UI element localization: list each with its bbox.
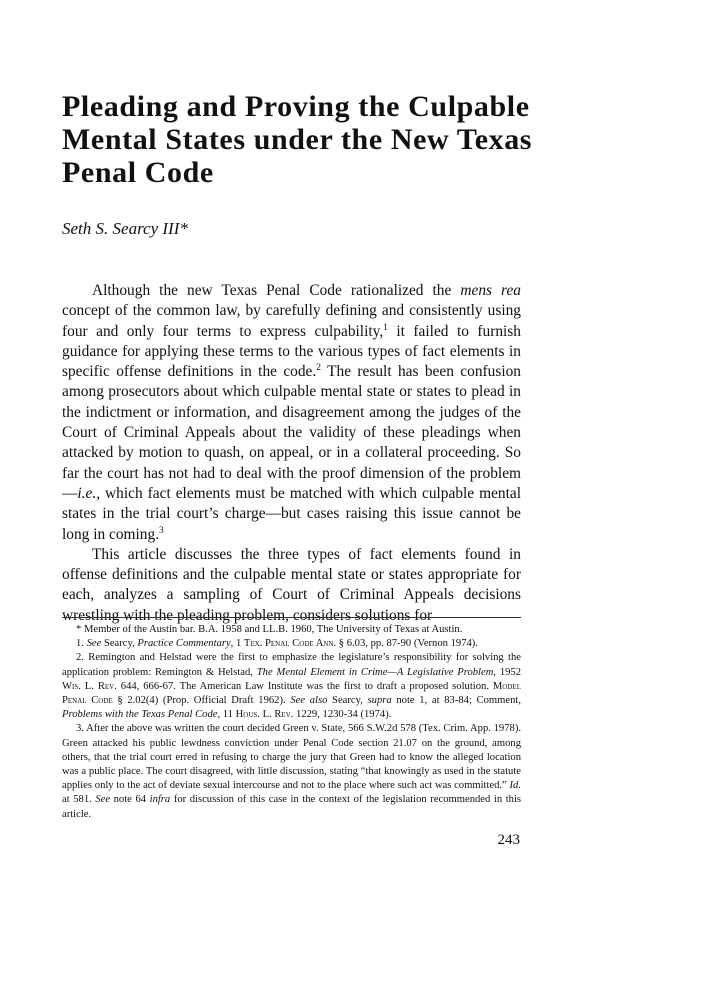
- footnote-3-text: After the above was written the court decided Green v. State, 566 S.W.2d 578 (Tex. Crim. App. 1978). Green attacked his public lewdness conviction under Penal Code section 21.07 on the ground, among others, that the trial court erred in refusing to charge the jury that Green had to know the alleged location was a public place. The court disagreed, with little discussion, stating “that knowingly as used in the statute applies only to the act of deviate sexual intercourse and not to the place where such act was committed.”: [62, 723, 521, 792]
- footnote-2-text: note 1, at 83-84; Comment,: [391, 695, 522, 707]
- p1-term-ie: i.e.: [77, 484, 97, 502]
- footnote-3-text: at 581.: [62, 794, 96, 806]
- footnote-3: [62, 722, 521, 821]
- footnote-star: * Member of the Austin bar. B.A. 1958 and LL.B. 1960, The University of Texas at Austin.: [76, 624, 463, 635]
- footnote-2-text: , 1952: [493, 666, 522, 678]
- footnote-2-source: Hous. L. Rev.: [235, 709, 294, 721]
- article-title: [62, 90, 662, 189]
- p1-term-mens-rea: mens rea: [460, 282, 521, 299]
- p1-text-3: it failed to furnish guidance for applying these terms to the various types of fact elements in specific offense definitions in the code.: [62, 322, 521, 381]
- footnote-divider: [62, 617, 521, 618]
- body-text: [62, 281, 521, 626]
- footnote-3-signal: infra: [149, 794, 171, 806]
- footnote-ref-2[interactable]: 2: [316, 362, 322, 374]
- p1-text-5: , which fact elements must be matched with which culpable mental states in the trial court’s charge—but cases raising this issue cannot be long in coming.: [62, 484, 521, 543]
- footnote-2-work: The Mental Element in Crime—A Legislative Problem: [256, 666, 494, 678]
- footnote-1: [62, 637, 521, 651]
- article-author: Seth S. Searcy III*: [62, 219, 188, 238]
- footnote-3-text: for discussion of this case in the context of the legislation recommended in this article.: [62, 794, 522, 820]
- footnote-2-source: Wis. L. Rev.: [62, 680, 117, 692]
- footnote-2-signal: See also: [290, 695, 328, 707]
- body-paragraph-1: [62, 281, 521, 545]
- title-line-1: Pleading and Proving the Culpable: [62, 90, 530, 123]
- footnote-1-signal: See: [86, 638, 102, 650]
- footnote-3-signal: See: [95, 794, 111, 806]
- footnote-2-work: Problems with the Texas Penal Code: [62, 709, 218, 721]
- footnote-1-work: Practice Commentary: [137, 638, 231, 650]
- footnote-2-text: 1229, 1230-34 (1974).: [293, 709, 392, 721]
- p1-text-2: concept of the common law, by carefully defining and consistently using four and only four terms to express culpability,: [62, 302, 521, 340]
- footnote-3-signal: Id.: [509, 780, 521, 792]
- footnote-2-text: Searcy,: [327, 695, 368, 707]
- footnotes: [62, 623, 521, 822]
- footnote-2-number: 2.: [76, 652, 89, 664]
- footnote-2-text: Remington and Helstad were the first to emphasize the legislature’s responsibility for solving the application problem: Remington & Helstad,: [62, 652, 521, 678]
- footnote-2-text: 644, 666-67. The American Law Institute was the first to draft a proposed solution.: [116, 680, 493, 692]
- footnote-2-text: , 11: [217, 709, 236, 721]
- footnote-1-number: 1.: [76, 638, 87, 650]
- footnote-ref-1[interactable]: 1: [383, 321, 388, 333]
- footnote-2-signal: supra: [367, 695, 392, 707]
- p1-text-4: The result has been confusion among prosecutors about which culpable mental state or states to plead in the indictment or information, and disagreement among the judges of the Court of Criminal Appeals about the validity of these pleadings when attacked by motion to quash, on appeal, or in a collateral proceeding. So far the court has not had to deal with the proof dimension of the problem—: [62, 363, 521, 502]
- title-line-3: Penal Code: [62, 156, 214, 189]
- footnote-3-text: note 64: [110, 794, 150, 806]
- page-number: 243: [497, 832, 520, 848]
- p1-text-1: Although the new Texas Penal Code rationalized the: [92, 282, 461, 299]
- footnote-ref-3[interactable]: 3: [159, 524, 164, 536]
- title-line-2: Mental States under the New Texas: [62, 123, 533, 156]
- footnote-2-text: § 2.02(4) (Prop. Official Draft 1962).: [112, 695, 291, 707]
- footnote-3-number: 3.: [76, 723, 87, 735]
- footnote-1-source: Tex. Penal Code Ann.: [243, 638, 337, 650]
- footnote-2: [62, 651, 521, 722]
- footnote-2-source: Model Penal Code: [62, 680, 521, 707]
- footnote-1-text: , 1: [230, 638, 244, 650]
- footnote-1-text: Searcy,: [101, 638, 138, 650]
- footnote-1-text: § 6.03, pp. 87-90 (Vernon 1974).: [336, 638, 478, 650]
- body-paragraph-2: This article discusses the three types of fact elements found in offense definitions and the culpable mental state or states appropriate for each, analyzes a sampling of Court of Criminal Appeals decisions wrestling with the pleading problem, considers solutions for: [62, 545, 521, 624]
